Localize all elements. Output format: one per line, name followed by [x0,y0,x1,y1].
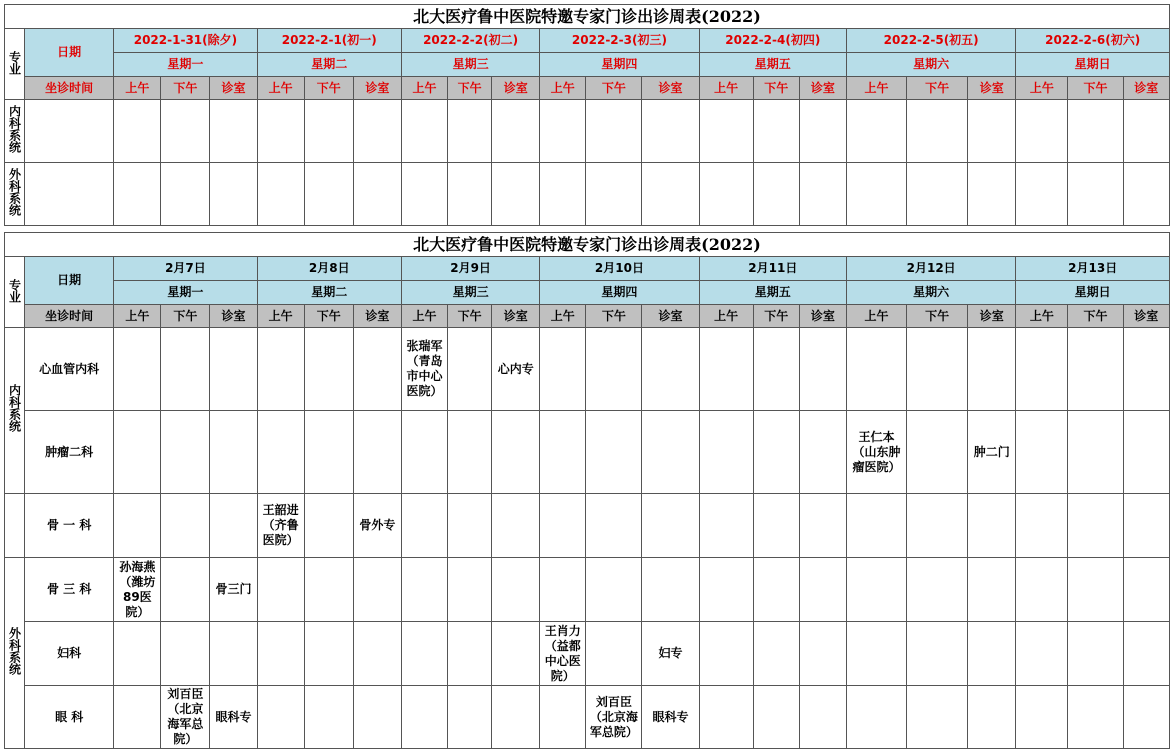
table1-date-wed: 2022-2-2(初二) [401,29,539,53]
table2-weekday-sun: 星期日 [1016,281,1170,305]
dept-gyn: 妇科 [25,622,114,686]
table1-weekday-mon: 星期一 [114,53,257,77]
dept-cardio: 心血管内科 [25,328,114,411]
slot-room: 诊室 [492,77,540,100]
table2-date-header: 日期 [25,257,114,305]
table1-date-thu: 2022-2-3(初三) [540,29,699,53]
table1-date-mon: 2022-1-31(除夕) [114,29,257,53]
table1-system-surgical: 外科系统 [5,163,25,226]
table1-time-header: 坐诊时间 [25,77,114,100]
table2-time-header: 坐诊时间 [25,305,114,328]
slot-pm: 下午 [753,305,799,328]
dept-ortho3: 骨 三 科 [25,558,114,622]
slot-room: 诊室 [492,305,540,328]
doctor-entry: 王肖力（益都中心医院） [540,622,586,686]
slot-room: 诊室 [799,305,846,328]
slot-room: 诊室 [642,77,699,100]
table2-date-tue: 2月8日 [257,257,401,281]
slot-room: 诊室 [1123,305,1169,328]
dept-onco2: 肿瘤二科 [25,411,114,494]
table2-weekday-sat: 星期六 [846,281,1015,305]
table1-weekday-sat: 星期六 [846,53,1015,77]
slot-am: 上午 [257,305,304,328]
slot-am: 上午 [257,77,304,100]
clinic-room: 心内专 [492,328,540,411]
table2-title: 北大医疗鲁中医院特邀专家门诊出诊周表(2022) [5,233,1170,257]
table1-system-internal: 内科系统 [5,100,25,163]
dept-eye: 眼 科 [25,686,114,749]
clinic-room: 眼科专 [642,686,699,749]
slot-pm: 下午 [907,305,968,328]
schedule-sheet-1 [4,4,1170,226]
table2-weekday-thu: 星期四 [540,281,699,305]
slot-room: 诊室 [799,77,846,100]
table1-date-tue: 2022-2-1(初一) [257,29,401,53]
table2-weekday-wed: 星期三 [401,281,539,305]
table1-weekday-fri: 星期五 [699,53,846,77]
table2-date-sun: 2月13日 [1016,257,1170,281]
table1-specialty-header: 专业 [5,29,25,100]
clinic-room: 妇专 [642,622,699,686]
slot-pm: 下午 [753,77,799,100]
table1-weekday-tue: 星期二 [257,53,401,77]
table2-specialty-header: 专业 [5,257,25,328]
slot-am: 上午 [540,305,586,328]
doctor-entry: 刘百臣（北京海军总院） [161,686,210,749]
schedule-sheet-2 [4,232,1170,749]
table2-date-wed: 2月9日 [401,257,539,281]
table2-system-surgical: 外科系统 [5,558,25,749]
slot-am: 上午 [1016,77,1068,100]
slot-pm: 下午 [161,77,210,100]
table2-date-mon: 2月7日 [114,257,257,281]
slot-pm: 下午 [448,305,492,328]
schedule-table-1 [4,4,1170,226]
table-row-cardio [5,328,1170,411]
slot-am: 上午 [699,305,753,328]
slot-room: 诊室 [1123,77,1169,100]
slot-pm: 下午 [586,305,642,328]
slot-room: 诊室 [353,77,401,100]
slot-am: 上午 [846,77,906,100]
slot-pm: 下午 [586,77,642,100]
slot-pm: 下午 [1068,305,1123,328]
doctor-entry: 孙海燕（潍坊89医院） [114,558,161,622]
slot-pm: 下午 [161,305,210,328]
table2-system-internal: 内科系统 [5,328,25,494]
slot-room: 诊室 [210,305,257,328]
table-row-eye [5,686,1170,749]
doctor-entry: 张瑞军（青岛市中心医院） [401,328,447,411]
table1-date-header: 日期 [25,29,114,77]
slot-room: 诊室 [353,305,401,328]
slot-pm: 下午 [304,77,353,100]
slot-pm: 下午 [907,77,968,100]
table1-weekday-wed: 星期三 [401,53,539,77]
table1-weekday-thu: 星期四 [540,53,699,77]
slot-room: 诊室 [968,77,1016,100]
slot-pm: 下午 [1068,77,1123,100]
slot-am: 上午 [846,305,906,328]
slot-am: 上午 [401,77,447,100]
table1-title: 北大医疗鲁中医院特邀专家门诊出诊周表(2022) [5,5,1170,29]
table1-row-internal [5,100,1170,163]
table-row-onco2 [5,411,1170,494]
doctor-entry: 王仁本（山东肿瘤医院） [846,411,906,494]
slot-am: 上午 [699,77,753,100]
slot-room: 诊室 [968,305,1016,328]
doctor-entry: 王韶进（齐鲁医院） [257,494,304,558]
slot-am: 上午 [114,305,161,328]
table1-date-sat: 2022-2-5(初五) [846,29,1015,53]
dept-ortho1: 骨 一 科 [25,494,114,558]
table2-date-thu: 2月10日 [540,257,699,281]
table2-weekday-mon: 星期一 [114,281,257,305]
table-row-gyn [5,622,1170,686]
table-row-ortho1 [5,494,1170,558]
slot-am: 上午 [1016,305,1068,328]
slot-am: 上午 [401,305,447,328]
slot-am: 上午 [114,77,161,100]
slot-pm: 下午 [304,305,353,328]
clinic-room: 骨外专 [353,494,401,558]
doctor-entry: 刘百臣（北京海军总院） [586,686,642,749]
table1-weekday-sun: 星期日 [1016,53,1170,77]
slot-pm: 下午 [448,77,492,100]
schedule-table-2 [4,232,1170,749]
slot-room: 诊室 [642,305,699,328]
table2-date-sat: 2月12日 [846,257,1015,281]
table2-date-fri: 2月11日 [699,257,846,281]
table1-date-fri: 2022-2-4(初四) [699,29,846,53]
clinic-room: 骨三门 [210,558,257,622]
slot-am: 上午 [540,77,586,100]
table-row-ortho3 [5,558,1170,622]
table2-weekday-fri: 星期五 [699,281,846,305]
table2-weekday-tue: 星期二 [257,281,401,305]
clinic-room: 肿二门 [968,411,1016,494]
clinic-room: 眼科专 [210,686,257,749]
table1-row-surgical [5,163,1170,226]
table1-date-sun: 2022-2-6(初六) [1016,29,1170,53]
slot-room: 诊室 [210,77,257,100]
